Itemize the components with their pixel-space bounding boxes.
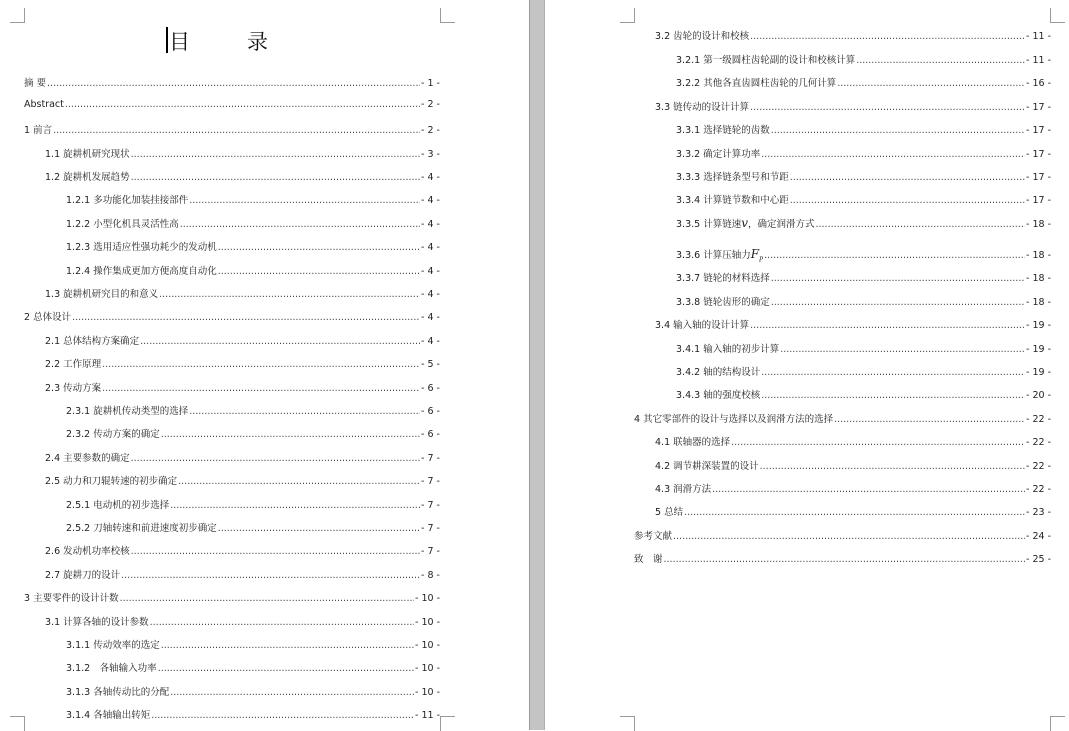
toc-entry-title: [676, 364, 760, 378]
toc-dot-leader: [750, 320, 1025, 331]
toc-entry-text: 2.7 旋耕刀的设计: [45, 570, 121, 581]
toc-entry-title: [45, 333, 139, 347]
toc-dot-leader: [159, 289, 420, 300]
toc-page-number: - 4 -: [421, 242, 440, 253]
toc-entry-title: [24, 122, 52, 136]
toc-entry-title: [655, 434, 730, 448]
page-gutter: [529, 0, 545, 730]
toc-entry-text: 5 总结: [655, 507, 684, 518]
toc-entry-text: 3.1.2 各轴输入功率: [66, 663, 157, 674]
toc-dot-leader: [180, 219, 420, 230]
toc-entry-text: 2.2 工作原理: [45, 359, 102, 370]
toc-entry-text: 2 总体设计: [24, 312, 72, 323]
toc-entry[interactable]: [66, 497, 440, 511]
toc-entry[interactable]: [676, 52, 1051, 66]
toc-dot-leader: [65, 99, 420, 110]
toc-dot-leader: [731, 437, 1025, 448]
math-symbol-subscript: P: [759, 256, 764, 264]
toc-dot-leader: [189, 195, 420, 206]
toc-page-left: [0, 0, 529, 730]
toc-entry-title: [45, 380, 101, 394]
toc-page-number: - 2 -: [421, 125, 440, 136]
toc-page-number: - 8 -: [421, 570, 440, 581]
toc-entry[interactable]: [655, 434, 1051, 448]
toc-entry[interactable]: [66, 520, 440, 534]
toc-entry-text: 4.1 联轴器的选择: [655, 437, 731, 448]
toc-dot-leader: [131, 453, 420, 464]
toc-entry[interactable]: [676, 341, 1051, 355]
toc-page-number: - 22 -: [1026, 414, 1051, 425]
toc-dot-leader: [790, 195, 1025, 206]
toc-page-number: - 4 -: [421, 289, 440, 300]
toc-dot-leader: [158, 663, 414, 674]
toc-dot-leader: [53, 125, 420, 136]
toc-entry-text: 3.4 输入轴的设计计算: [655, 320, 750, 331]
toc-entry[interactable]: [24, 122, 440, 136]
toc-entry[interactable]: [45, 286, 440, 300]
toc-entry[interactable]: [676, 387, 1051, 401]
toc-entry-text: 3.3.8 链轮齿形的确定: [676, 297, 770, 308]
toc-entry[interactable]: [66, 263, 440, 277]
toc-entry-title: [45, 146, 130, 160]
toc-entry[interactable]: [676, 247, 1051, 263]
toc-page-number: - 10 -: [415, 663, 440, 674]
toc-page-number: - 4 -: [421, 219, 440, 230]
toc-entry-title: [24, 75, 46, 89]
toc-dot-leader: [761, 367, 1025, 378]
toc-entry-title: [676, 387, 760, 401]
toc-entry[interactable]: [45, 450, 440, 464]
toc-entry[interactable]: [655, 481, 1051, 495]
toc-entry-title: [45, 473, 177, 487]
toc-entry[interactable]: [66, 660, 440, 674]
toc-entry[interactable]: [676, 270, 1051, 284]
toc-entry-title: [676, 52, 855, 66]
toc-dot-leader: [771, 273, 1025, 284]
toc-entry[interactable]: [45, 169, 440, 183]
toc-page-number: - 1 -: [421, 78, 440, 89]
toc-entry[interactable]: [66, 684, 440, 698]
toc-dot-leader: [760, 461, 1025, 472]
toc-entry-title: [45, 450, 130, 464]
toc-dot-leader: [161, 429, 420, 440]
toc-page-number: - 11 -: [1026, 55, 1051, 66]
toc-page-number: - 6 -: [421, 406, 440, 417]
toc-dot-leader: [218, 523, 420, 534]
toc-dot-leader: [750, 102, 1025, 113]
toc-page-number: - 4 -: [421, 195, 440, 206]
toc-entry-title: [66, 403, 188, 417]
toc-entry-title: [66, 263, 217, 277]
toc-page-number: - 5 -: [421, 359, 440, 370]
toc-entry[interactable]: [24, 590, 440, 604]
toc-entry-text: 3.2 齿轮的设计和校核: [655, 31, 750, 42]
toc-entry-text: 致 谢: [634, 554, 663, 565]
toc-dot-leader: [218, 266, 420, 277]
toc-dot-leader: [771, 125, 1025, 136]
toc-dot-leader: [834, 414, 1025, 425]
toc-dot-leader: [771, 297, 1025, 308]
toc-entry-title: [45, 169, 130, 183]
toc-entry-text: 1.2 旋耕机发展趋势: [45, 172, 130, 183]
toc-dot-leader: [790, 172, 1025, 183]
toc-entry-title: [45, 567, 120, 581]
toc-page-number: - 7 -: [421, 476, 440, 487]
toc-entry-title: [45, 286, 158, 300]
toc-entry[interactable]: [655, 317, 1051, 331]
toc-page-number: - 4 -: [421, 312, 440, 323]
toc-entry-title: [24, 99, 64, 110]
toc-entry-text: 3.1.1 传动效率的选定: [66, 640, 160, 651]
toc-entry[interactable]: [24, 75, 440, 89]
toc-entry[interactable]: [45, 356, 440, 370]
math-symbol: [741, 216, 748, 230]
toc-page-number: - 18 -: [1026, 273, 1051, 284]
toc-dot-leader: [178, 476, 420, 487]
toc-entry-text-suffix: ，确定润滑方式: [747, 219, 815, 230]
toc-entry[interactable]: [66, 707, 440, 721]
toc-entry-text: 2.5.2 刀轴转速和前进速度初步确定: [66, 523, 217, 534]
toc-page-number: - 18 -: [1026, 219, 1051, 230]
toc-page-number: - 17 -: [1026, 195, 1051, 206]
toc-entry-title: [66, 520, 217, 534]
toc-entry[interactable]: [66, 239, 440, 253]
toc-entry-title: [676, 169, 789, 183]
toc-dot-leader: [856, 55, 1025, 66]
toc-page-right: [545, 0, 1069, 730]
toc-dot-leader: [131, 546, 420, 557]
toc-entry-text: 3.3.6 计算压轴力: [676, 250, 751, 261]
toc-entry-title: [676, 216, 815, 230]
toc-dot-leader: [816, 219, 1026, 230]
toc-list-left: [0, 0, 529, 730]
toc-entry-title: [66, 660, 157, 674]
toc-entry-text: 3.4.1 输入轴的初步计算: [676, 344, 780, 355]
toc-entry-title: [676, 75, 836, 89]
toc-entry[interactable]: [676, 75, 1051, 89]
toc-entry-title: [66, 239, 217, 253]
toc-dot-leader: [750, 31, 1025, 42]
toc-dot-leader: [121, 570, 420, 581]
toc-entry-text: 2.4 主要参数的确定: [45, 453, 130, 464]
toc-dot-leader: [780, 344, 1025, 355]
toc-entry-title: [66, 707, 150, 721]
toc-entry-text: 3.3.1 选择链轮的齿数: [676, 125, 770, 136]
toc-entry-text: 2.5.1 电动机的初步选择: [66, 500, 170, 511]
toc-page-number: - 19 -: [1026, 344, 1051, 355]
toc-entry-text: 3.2.1 第一级圆柱齿轮副的设计和校核计算: [676, 55, 856, 66]
toc-entry-text: 3.4.2 轴的结构设计: [676, 367, 761, 378]
toc-page-number: - 11 -: [415, 710, 440, 721]
toc-entry-title: [676, 122, 770, 136]
toc-entry-text: 1.2.2 小型化机具灵活性高: [66, 219, 179, 230]
toc-entry-text: 2.1 总体结构方案确定: [45, 336, 140, 347]
toc-entry-text: Abstract: [24, 99, 64, 110]
toc-page-number: - 22 -: [1026, 461, 1051, 472]
toc-entry-text: 1.2.3 选用适应性强功耗少的发动机: [66, 242, 217, 253]
toc-page-number: - 4 -: [421, 266, 440, 277]
toc-dot-leader: [120, 593, 414, 604]
toc-entry-text: 摘 要: [24, 78, 47, 89]
toc-entry-title: [676, 192, 789, 206]
toc-entry-title: [655, 28, 749, 42]
toc-page-number: - 10 -: [415, 640, 440, 651]
toc-entry-title: [66, 216, 179, 230]
toc-entry[interactable]: [655, 458, 1051, 472]
toc-entry-title: [655, 481, 711, 495]
toc-entry-title: [66, 637, 160, 651]
toc-entry[interactable]: [66, 192, 440, 206]
toc-entry-text: 3.3.2 确定计算功率: [676, 149, 761, 160]
toc-dot-leader: [764, 250, 1025, 261]
toc-entry-title: [676, 247, 763, 263]
toc-entry[interactable]: [655, 99, 1051, 113]
toc-entry-text: 3.1.4 各轴输出转矩: [66, 710, 151, 721]
math-symbol-letter: v: [741, 216, 748, 230]
toc-page-number: - 22 -: [1026, 484, 1051, 495]
toc-entry[interactable]: [676, 122, 1051, 136]
toc-entry-text: 4 其它零部件的设计与选择以及润滑方法的选择: [634, 414, 834, 425]
toc-dot-leader: [170, 687, 414, 698]
toc-entry-title: [634, 528, 672, 542]
toc-dot-leader: [102, 383, 420, 394]
toc-entry[interactable]: [24, 309, 440, 323]
toc-page-number: - 6 -: [421, 383, 440, 394]
toc-entry[interactable]: [66, 216, 440, 230]
toc-page-number: - 18 -: [1026, 297, 1051, 308]
toc-entry-title: [655, 504, 683, 518]
toc-page-number: - 10 -: [415, 593, 440, 604]
toc-dot-leader: [664, 554, 1026, 565]
toc-entry-title: [24, 309, 71, 323]
toc-page-number: - 10 -: [415, 687, 440, 698]
toc-entry-title: [66, 192, 188, 206]
toc-entry-text: 1 前言: [24, 125, 53, 136]
toc-entry-text: 2.3.1 旋耕机传动类型的选择: [66, 406, 189, 417]
toc-entry-title: [676, 146, 760, 160]
toc-page-number: - 7 -: [421, 546, 440, 557]
toc-dot-leader: [189, 406, 420, 417]
math-symbol-letter: F: [750, 247, 760, 261]
toc-entry[interactable]: [655, 504, 1051, 518]
toc-entry[interactable]: [66, 637, 440, 651]
toc-entry[interactable]: [45, 614, 440, 628]
toc-entry[interactable]: [676, 146, 1051, 160]
toc-dot-leader: [170, 500, 420, 511]
toc-entry[interactable]: [655, 28, 1051, 42]
toc-dot-leader: [140, 336, 420, 347]
toc-entry-title: [66, 684, 169, 698]
toc-entry-text: 3.1.3 各轴传动比的分配: [66, 687, 170, 698]
toc-entry[interactable]: [66, 403, 440, 417]
math-symbol: [750, 247, 764, 264]
toc-dot-leader: [131, 149, 420, 160]
toc-entry[interactable]: [676, 169, 1051, 183]
toc-page-number: - 10 -: [415, 617, 440, 628]
toc-entry-text: 1.1 旋耕机研究现状: [45, 149, 130, 160]
toc-entry[interactable]: [66, 426, 440, 440]
toc-page-number: - 7 -: [421, 500, 440, 511]
toc-page-number: - 4 -: [421, 336, 440, 347]
toc-page-number: - 25 -: [1026, 554, 1051, 565]
toc-entry-text: 1.2.1 多功能化加装挂接部件: [66, 195, 189, 206]
toc-entry-text: 4.3 润滑方法: [655, 484, 712, 495]
toc-dot-leader: [161, 640, 414, 651]
toc-entry-text: 3 主要零件的设计计数: [24, 593, 119, 604]
toc-entry[interactable]: [45, 333, 440, 347]
toc-page-number: - 17 -: [1026, 149, 1051, 160]
toc-list-right: [545, 0, 1069, 730]
toc-entry-text: 2.3.2 传动方案的确定: [66, 429, 160, 440]
toc-dot-leader: [72, 312, 420, 323]
toc-page-number: - 23 -: [1026, 507, 1051, 518]
toc-page-number: - 4 -: [421, 172, 440, 183]
toc-entry[interactable]: [634, 411, 1051, 425]
toc-dot-leader: [47, 78, 420, 89]
toc-entry-title: [45, 356, 101, 370]
toc-page-number: - 17 -: [1026, 172, 1051, 183]
toc-dot-leader: [837, 78, 1025, 89]
toc-title: 目 录: [169, 30, 286, 54]
toc-entry[interactable]: [634, 528, 1051, 542]
toc-page-number: - 17 -: [1026, 102, 1051, 113]
toc-page-number: - 19 -: [1026, 367, 1051, 378]
toc-entry-text: 1.2.4 操作集成更加方便高度自动化: [66, 266, 217, 277]
toc-entry-title: [66, 426, 160, 440]
toc-dot-leader: [218, 242, 420, 253]
toc-entry-title: [24, 590, 119, 604]
toc-page-number: - 6 -: [421, 429, 440, 440]
toc-page-number: - 20 -: [1026, 390, 1051, 401]
toc-entry[interactable]: [45, 567, 440, 581]
toc-entry[interactable]: [45, 543, 440, 557]
toc-page-number: - 11 -: [1026, 31, 1051, 42]
toc-entry-title: [655, 317, 749, 331]
toc-page-number: - 2 -: [421, 99, 440, 110]
toc-entry[interactable]: [676, 192, 1051, 206]
toc-entry[interactable]: [24, 99, 440, 110]
toc-entry-text: 3.3.4 计算链节数和中心距: [676, 195, 789, 206]
toc-page-number: - 7 -: [421, 453, 440, 464]
toc-entry-title: [655, 99, 749, 113]
toc-entry-title: [45, 543, 130, 557]
toc-dot-leader: [150, 617, 414, 628]
toc-entry-text: 3.3.3 选择链条型号和节距: [676, 172, 789, 183]
toc-entry[interactable]: [45, 473, 440, 487]
toc-entry-text: 3.3.7 链轮的材料选择: [676, 273, 770, 284]
toc-entry-text: 3.3 链传动的设计计算: [655, 102, 750, 113]
toc-entry-text: 3.2.2 其他各直齿圆柱齿轮的几何计算: [676, 78, 837, 89]
toc-dot-leader: [761, 390, 1025, 401]
toc-entry-title: [676, 294, 770, 308]
toc-page-number: - 18 -: [1026, 250, 1051, 261]
toc-page-number: - 16 -: [1026, 78, 1051, 89]
toc-dot-leader: [102, 359, 420, 370]
toc-page-number: - 24 -: [1026, 531, 1051, 542]
toc-dot-leader: [151, 710, 414, 721]
toc-page-number: - 3 -: [421, 149, 440, 160]
toc-entry[interactable]: [676, 216, 1051, 230]
toc-page-number: - 19 -: [1026, 320, 1051, 331]
toc-dot-leader: [131, 172, 420, 183]
toc-entry-text: 参考文献: [634, 531, 673, 542]
toc-entry[interactable]: [45, 146, 440, 160]
toc-entry[interactable]: [676, 294, 1051, 308]
toc-dot-leader: [712, 484, 1025, 495]
toc-entry-text: 3.1 计算各轴的设计参数: [45, 617, 149, 628]
toc-entry[interactable]: [634, 551, 1051, 565]
toc-dot-leader: [761, 149, 1025, 160]
toc-entry-title: [655, 458, 759, 472]
toc-entry[interactable]: [676, 364, 1051, 378]
toc-dot-leader: [684, 507, 1025, 518]
toc-entry-title: [66, 497, 169, 511]
toc-entry-title: [676, 341, 779, 355]
toc-page-number: - 22 -: [1026, 437, 1051, 448]
toc-dot-leader: [673, 531, 1025, 542]
toc-entry-text: 1.3 旋耕机研究目的和意义: [45, 289, 159, 300]
toc-entry-title: [634, 551, 663, 565]
toc-entry-text: 2.5 动力和刀辊转速的初步确定: [45, 476, 178, 487]
toc-entry-text: 2.6 发动机功率校核: [45, 546, 130, 557]
toc-entry-text: 4.2 调节耕深装置的设计: [655, 461, 759, 472]
toc-entry-text: 3.4.3 轴的强度校核: [676, 390, 761, 401]
toc-entry-title: [45, 614, 149, 628]
toc-entry-title: [676, 270, 770, 284]
toc-page-number: - 7 -: [421, 523, 440, 534]
toc-page-number: - 17 -: [1026, 125, 1051, 136]
toc-entry[interactable]: [45, 380, 440, 394]
toc-entry-title: [634, 411, 833, 425]
toc-entry-text: 3.3.5 计算链速: [676, 219, 742, 230]
toc-entry-text: 2.3 传动方案: [45, 383, 102, 394]
